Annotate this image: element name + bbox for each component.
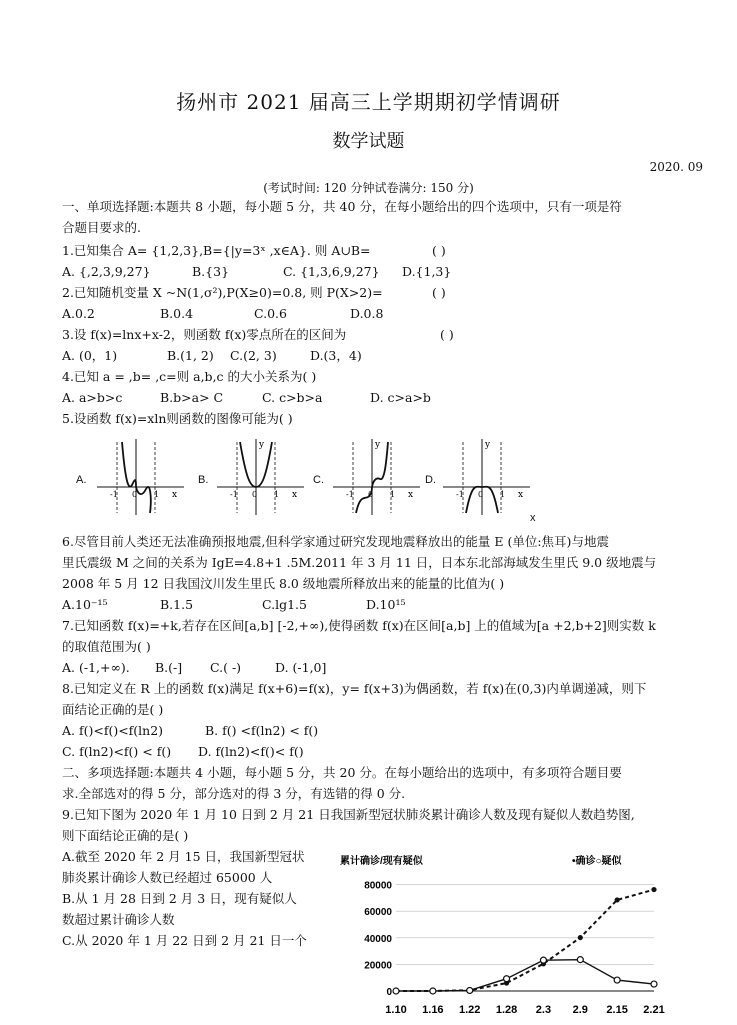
q5-graph-label-c: C. xyxy=(313,474,324,486)
q9-option-b-2: 数超过累计确诊人数 xyxy=(62,912,175,927)
svg-text:x: x xyxy=(408,490,414,500)
series-confirmed-line xyxy=(396,890,654,991)
svg-text:0: 0 xyxy=(368,490,374,499)
page-title: 扬州市 2021 届高三上学期期初学情调研 xyxy=(176,90,561,114)
section2-heading-2: 求.全部选对的得 5 分，部分选对的得 3 分，有选错的得 0 分. xyxy=(62,786,406,801)
section1-heading-1: 一、单项选择题:本题共 8 小题，每小题 5 分，共 40 分，在每小题给出的四个选项中，只有一项是符 xyxy=(62,199,622,214)
q1-stem: 1.已知集合 A= {1,2,3},B={|y=3ˣ ,x∈A}. 则 A∪B= xyxy=(62,243,371,258)
q3-option-b: B.(1, 2) xyxy=(167,348,214,363)
q1-option-d: D.{1,3} xyxy=(402,264,452,279)
q1-option-c: C. {1,3,6,9,27} xyxy=(283,264,380,279)
q9-line-1: 9.已知下图为 2020 年 1 月 10 日到 2 月 21 日我国新型冠状肺炎累计确诊人数及现有疑似人数趋势图, xyxy=(62,807,635,822)
q6-option-c: C.lg1.5 xyxy=(262,597,307,612)
svg-text:x: x xyxy=(172,490,178,500)
q6-option-d: D.10¹⁵ xyxy=(366,597,406,612)
chart-ytick-label: 40000 xyxy=(364,933,392,945)
q6-line-2: 里氏震级 M 之间的关系为 IgE=4.8+1 .5M.2011 年 3 月 11 日，日本东北部海域发生里氏 9.0 级地震与 xyxy=(62,555,657,570)
chart-xtick-label: 2.3 xyxy=(535,1004,552,1016)
page-subtitle: 数学试题 xyxy=(332,131,405,152)
series-suspected-point xyxy=(614,977,620,983)
chart-xtick-label: 2.15 xyxy=(606,1004,628,1016)
chart-ytick-label: 60000 xyxy=(364,907,392,919)
chart-legend: •确诊○疑似 xyxy=(572,856,622,867)
q5-graph-c xyxy=(328,437,423,517)
q3-option-c: C.(2, 3) xyxy=(230,348,277,363)
svg-text:y: y xyxy=(485,440,491,450)
q4-option-d: D. c>a>b xyxy=(370,390,431,405)
series-suspected-point xyxy=(540,957,546,963)
series-suspected-point xyxy=(393,988,399,994)
series-suspected-point xyxy=(577,957,583,963)
q1-option-b: B.{3} xyxy=(192,264,230,279)
svg-text:0: 0 xyxy=(252,490,258,499)
q5-graph-label-d: D. xyxy=(425,474,436,486)
q5-x-mark: x xyxy=(530,512,536,524)
svg-text:-1: -1 xyxy=(230,490,238,499)
chart-xtick-label: 2.9 xyxy=(572,1004,588,1016)
svg-text:1: 1 xyxy=(154,490,160,499)
q2-option-d: D.0.8 xyxy=(350,306,384,321)
svg-text:y: y xyxy=(375,440,381,450)
chart-svg xyxy=(336,850,666,1021)
exam-info: (考试时间: 120 分钟试卷满分: 150 分) xyxy=(263,181,474,195)
svg-text:-1: -1 xyxy=(110,490,118,499)
chart-title: 累计确诊/现有疑似 xyxy=(340,856,423,867)
svg-text:-1: -1 xyxy=(346,490,354,499)
svg-text:0: 0 xyxy=(132,490,138,499)
svg-text:x: x xyxy=(292,490,298,500)
q1-option-a: A. {,2,3,9,27} xyxy=(62,264,151,279)
q4-option-b: B.b>a> C xyxy=(160,390,224,405)
q7-option-a: A. (-1,+∞). xyxy=(62,660,130,675)
q2-paren: ( ) xyxy=(432,285,446,300)
q6-line-3: 2008 年 5 月 12 日我国汶川发生里氏 8.0 级地震所释放出来的能量的比值为( ) xyxy=(62,576,505,591)
q4-option-c: C. c>b>a xyxy=(262,390,323,405)
q8-option-d: D. f(ln2)<f()< f() xyxy=(198,744,304,759)
chart-ytick-label: 20000 xyxy=(364,960,392,972)
chart-ytick-label: 80000 xyxy=(364,880,392,892)
q6-option-a: A.10⁻¹⁵ xyxy=(62,597,108,612)
q9-line-2: 则下面结论正确的是( ) xyxy=(62,828,189,843)
q9-option-a-1: A.截至 2020 年 2 月 15 日，我国新型冠状 xyxy=(62,849,305,864)
q2-stem: 2.已知随机变量 X ~N(1,σ²),P(X≥0)=0.8, 则 P(X>2)= xyxy=(62,285,383,300)
q9-option-a-2: 肺炎累计确诊人数已经超过 65000 人 xyxy=(62,870,273,885)
series-suspected-point xyxy=(504,976,510,982)
svg-text:1: 1 xyxy=(390,490,396,499)
chart-xtick-label: 2.21 xyxy=(643,1004,665,1016)
q4-stem: 4.已知 a = ,b= ,c=则 a,b,c 的大小关系为( ) xyxy=(62,369,317,384)
q4-option-a: A. a>b>c xyxy=(62,390,123,405)
covid-chart xyxy=(336,850,666,1021)
q8-line-2: 面结论正确的是( ) xyxy=(62,702,164,717)
series-confirmed-point xyxy=(615,897,620,902)
q7-line-2: 的取值范围为( ) xyxy=(62,639,151,654)
q9-option-b-1: B.从 1 月 28 日到 2 月 3 日，现有疑似人 xyxy=(62,891,297,906)
q5-graph-a xyxy=(92,437,187,517)
q6-option-b: B.1.5 xyxy=(160,597,194,612)
q3-stem: 3.设 f(x)=lnx+x-2，则函数 f(x)零点所在的区间为 xyxy=(62,327,347,342)
series-suspected-point xyxy=(651,981,657,987)
q8-line-1: 8.已知定义在 R 上的函数 f(x)满足 f(x+6)=f(x)，y= f(x+3)为偶函数，若 f(x)在(0,3)内单调递减，则下 xyxy=(62,681,647,696)
q5-stem: 5.设函数 f(x)=xln则函数的图像可能为( ) xyxy=(62,411,293,426)
series-suspected-point xyxy=(430,988,436,994)
q5-graph-label-b: B. xyxy=(198,474,209,486)
q2-option-a: A.0.2 xyxy=(62,306,95,321)
section1-heading-2: 合题目要求的. xyxy=(62,220,141,235)
svg-text:1: 1 xyxy=(274,490,280,499)
q7-line-1: 7.已知函数 f(x)=+k,若存在区间[a,b] [-2,+∞),使得函数 f(x)在区间[a,b] 上的值域为[a +2,b+2]则实数 k xyxy=(62,618,656,633)
section2-heading-1: 二、多项选择题:本题共 4 小题，每小题 5 分，共 20 分。在每小题给出的选项中，有多项符合题目要 xyxy=(62,765,622,780)
q7-option-c: C.( -) xyxy=(210,660,242,675)
q6-line-1: 6.尽管目前人类还无法准确预报地震,但科学家通过研究发现地震释放出的能量 E (单位:焦耳)与地震 xyxy=(62,534,609,549)
q3-option-a: A. (0，1) xyxy=(62,348,118,363)
q8-option-c: C. f(ln2)<f() < f() xyxy=(62,744,172,759)
chart-ytick-label: 0 xyxy=(386,987,392,998)
q7-option-b: B.(-] xyxy=(155,660,183,675)
q3-option-d: D.(3，4) xyxy=(310,348,362,363)
exam-date: 2020. 09 xyxy=(649,160,703,174)
chart-xtick-label: 1.22 xyxy=(459,1004,481,1016)
series-confirmed-point xyxy=(651,887,656,892)
svg-text:0: 0 xyxy=(478,490,484,499)
q5-graphs xyxy=(70,432,540,522)
q9-option-c-1: C.从 2020 年 1 月 22 日到 2 月 21 日一个 xyxy=(62,933,307,948)
q1-paren: ( ) xyxy=(432,243,446,258)
svg-text:y: y xyxy=(259,440,265,450)
chart-xtick-label: 1.28 xyxy=(495,1004,518,1016)
q5-graph-b xyxy=(212,437,307,517)
q8-option-a: A. f()<f()<f(ln2) xyxy=(62,723,164,738)
q2-option-b: B.0.4 xyxy=(160,306,194,321)
svg-text:1: 1 xyxy=(500,490,506,499)
q2-option-c: C.0.6 xyxy=(254,306,287,321)
series-confirmed-point xyxy=(578,935,583,940)
q5-graph-label-a: A. xyxy=(76,474,87,486)
svg-text:-1: -1 xyxy=(456,490,464,499)
svg-text:x: x xyxy=(518,490,524,500)
q7-option-d: D. (-1,0] xyxy=(275,660,327,675)
chart-xtick-label: 1.16 xyxy=(422,1004,444,1016)
q8-option-b: B. f() <f(ln2) < f() xyxy=(205,723,319,738)
chart-xtick-label: 1.10 xyxy=(385,1004,407,1016)
series-suspected-point xyxy=(467,987,473,993)
q3-paren: ( ) xyxy=(440,327,454,342)
q5-graph-d xyxy=(438,437,533,517)
